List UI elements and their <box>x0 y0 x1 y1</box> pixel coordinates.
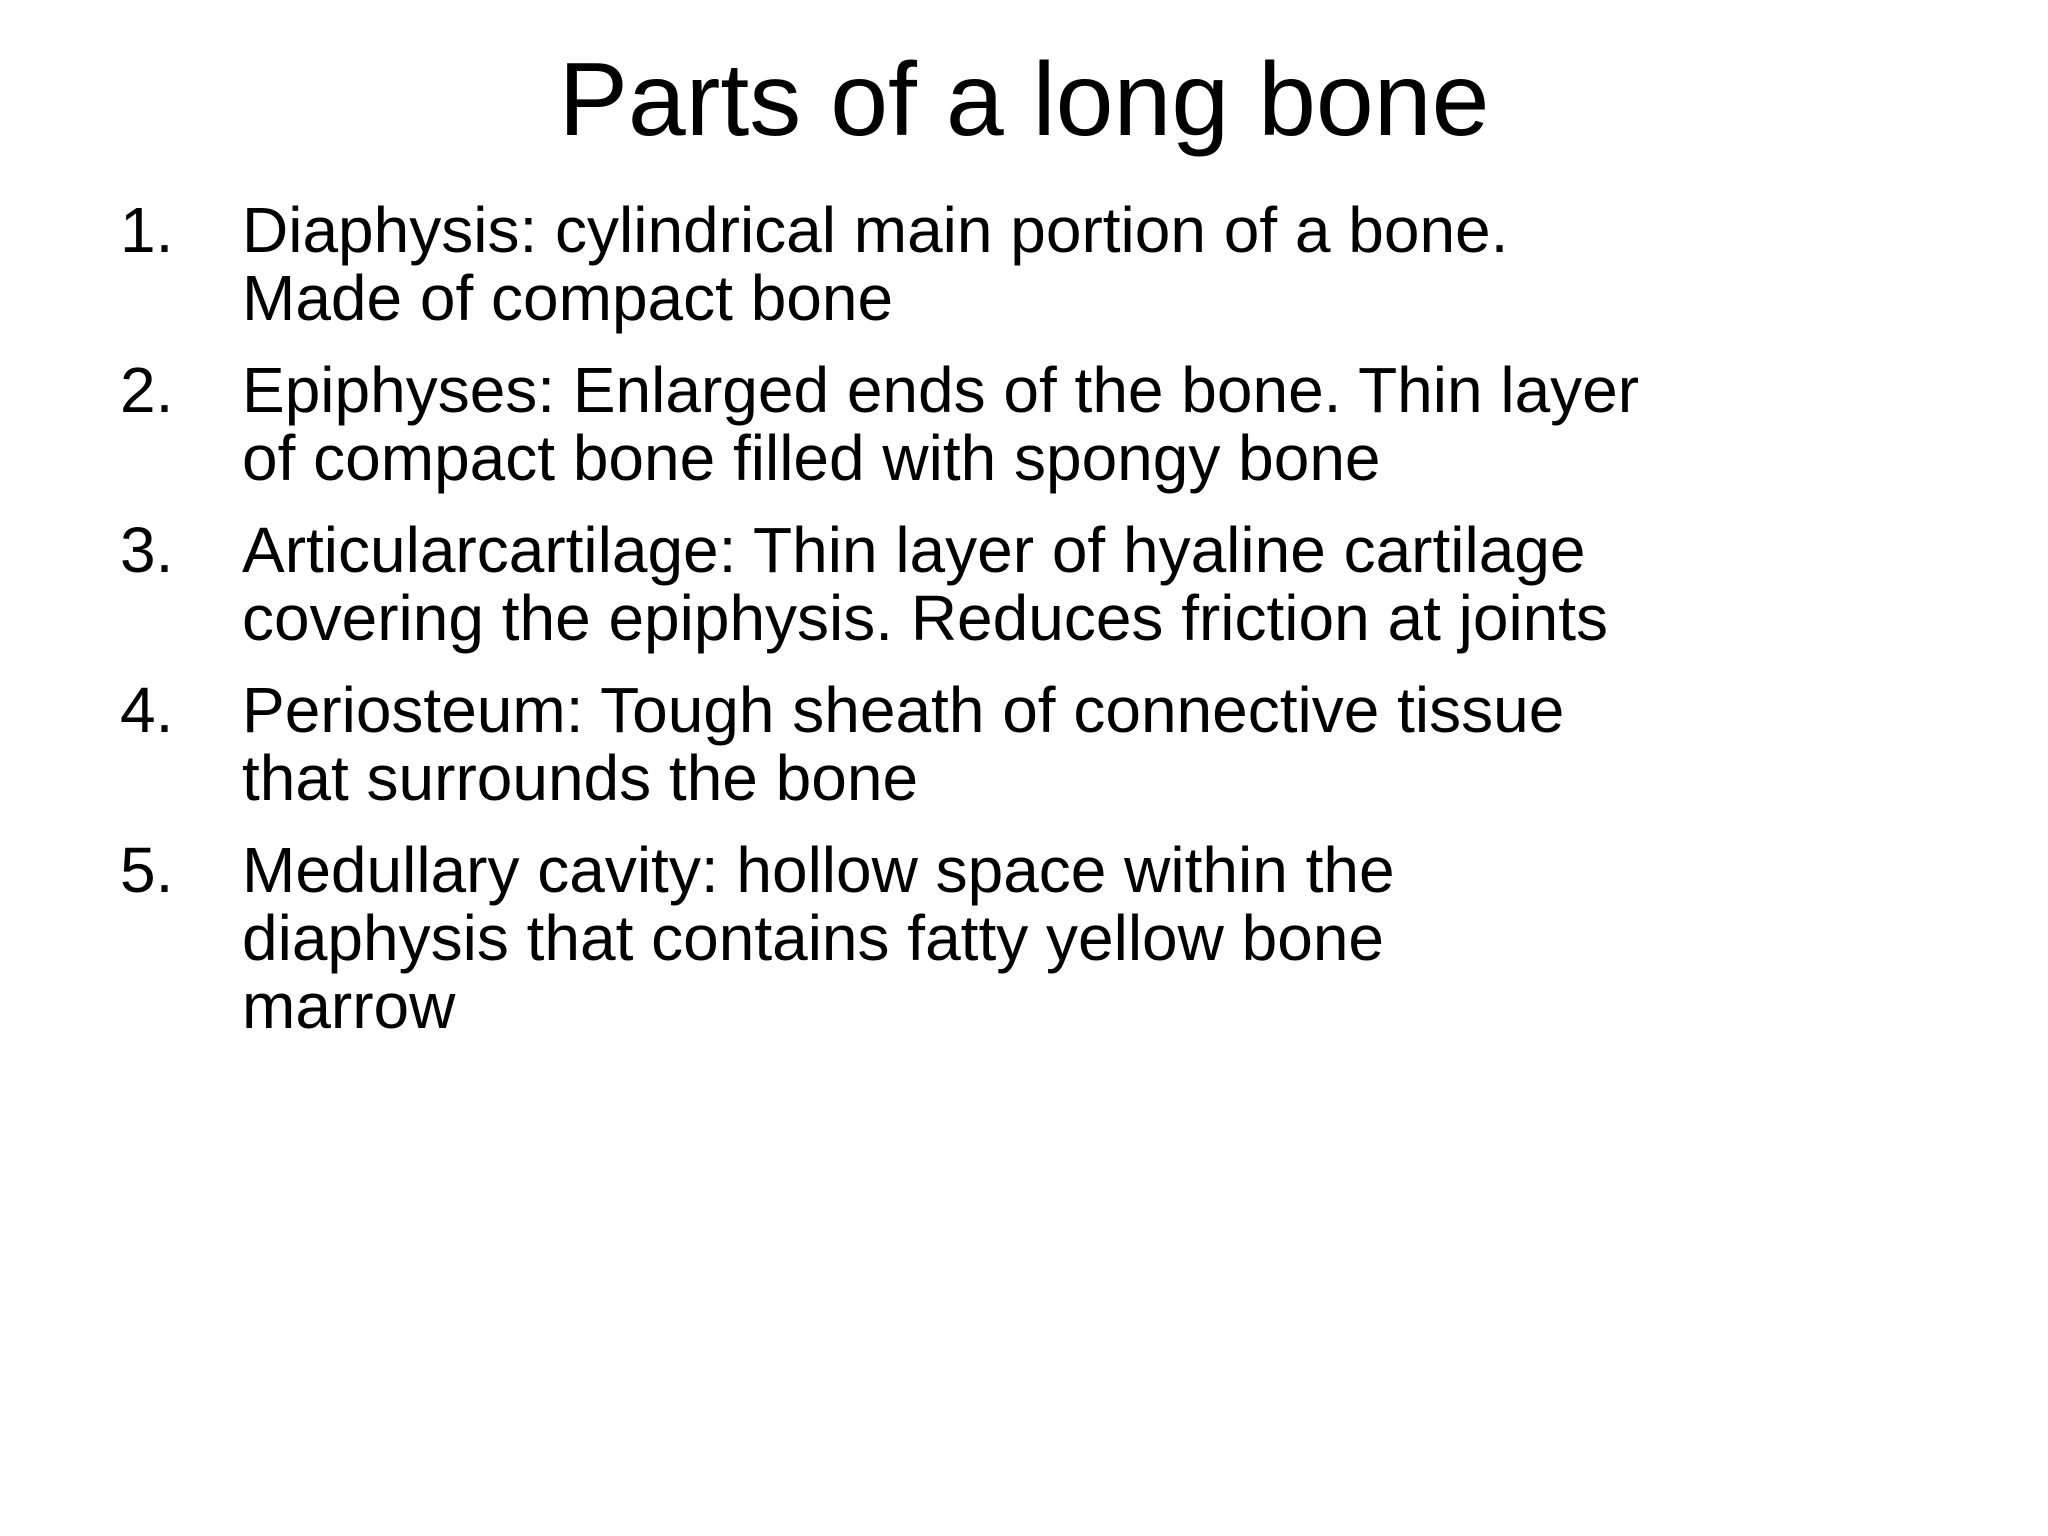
item-number: 5. <box>120 834 174 906</box>
item-text-line: Epiphyses: Enlarged ends of the bone. Thin layer <box>242 354 1640 426</box>
list-item <box>120 836 1950 1040</box>
item-text-line: that surrounds the bone <box>242 742 919 814</box>
item-number: 2. <box>120 354 174 426</box>
item-text-line: of compact bone filled with spongy bone <box>242 422 1381 494</box>
item-number: 4. <box>120 674 174 746</box>
item-text-line: covering the epiphysis. Reduces friction at joints <box>242 582 1609 654</box>
item-text-line: Diaphysis: cylindrical main portion of a bone. <box>242 194 1509 266</box>
slide-title: Parts of a long bone <box>558 42 1490 158</box>
list-item <box>120 676 1950 812</box>
item-text-line: Made of compact bone <box>242 262 894 334</box>
bone-parts-list <box>120 196 1950 1064</box>
item-text-line: Medullary cavity: hollow space within the <box>242 834 1395 906</box>
item-text-line: Articularcartilage: Thin layer of hyaline cartilage <box>242 514 1586 586</box>
item-number: 3. <box>120 514 174 586</box>
item-text-line: diaphysis that contains fatty yellow bone <box>242 902 1384 974</box>
item-text-line: marrow <box>242 970 456 1042</box>
list-item <box>120 356 1950 492</box>
list-item <box>120 516 1950 652</box>
item-text-line: Periosteum: Tough sheath of connective tissue <box>242 674 1565 746</box>
list-item <box>120 196 1950 332</box>
item-number: 1. <box>120 194 174 266</box>
